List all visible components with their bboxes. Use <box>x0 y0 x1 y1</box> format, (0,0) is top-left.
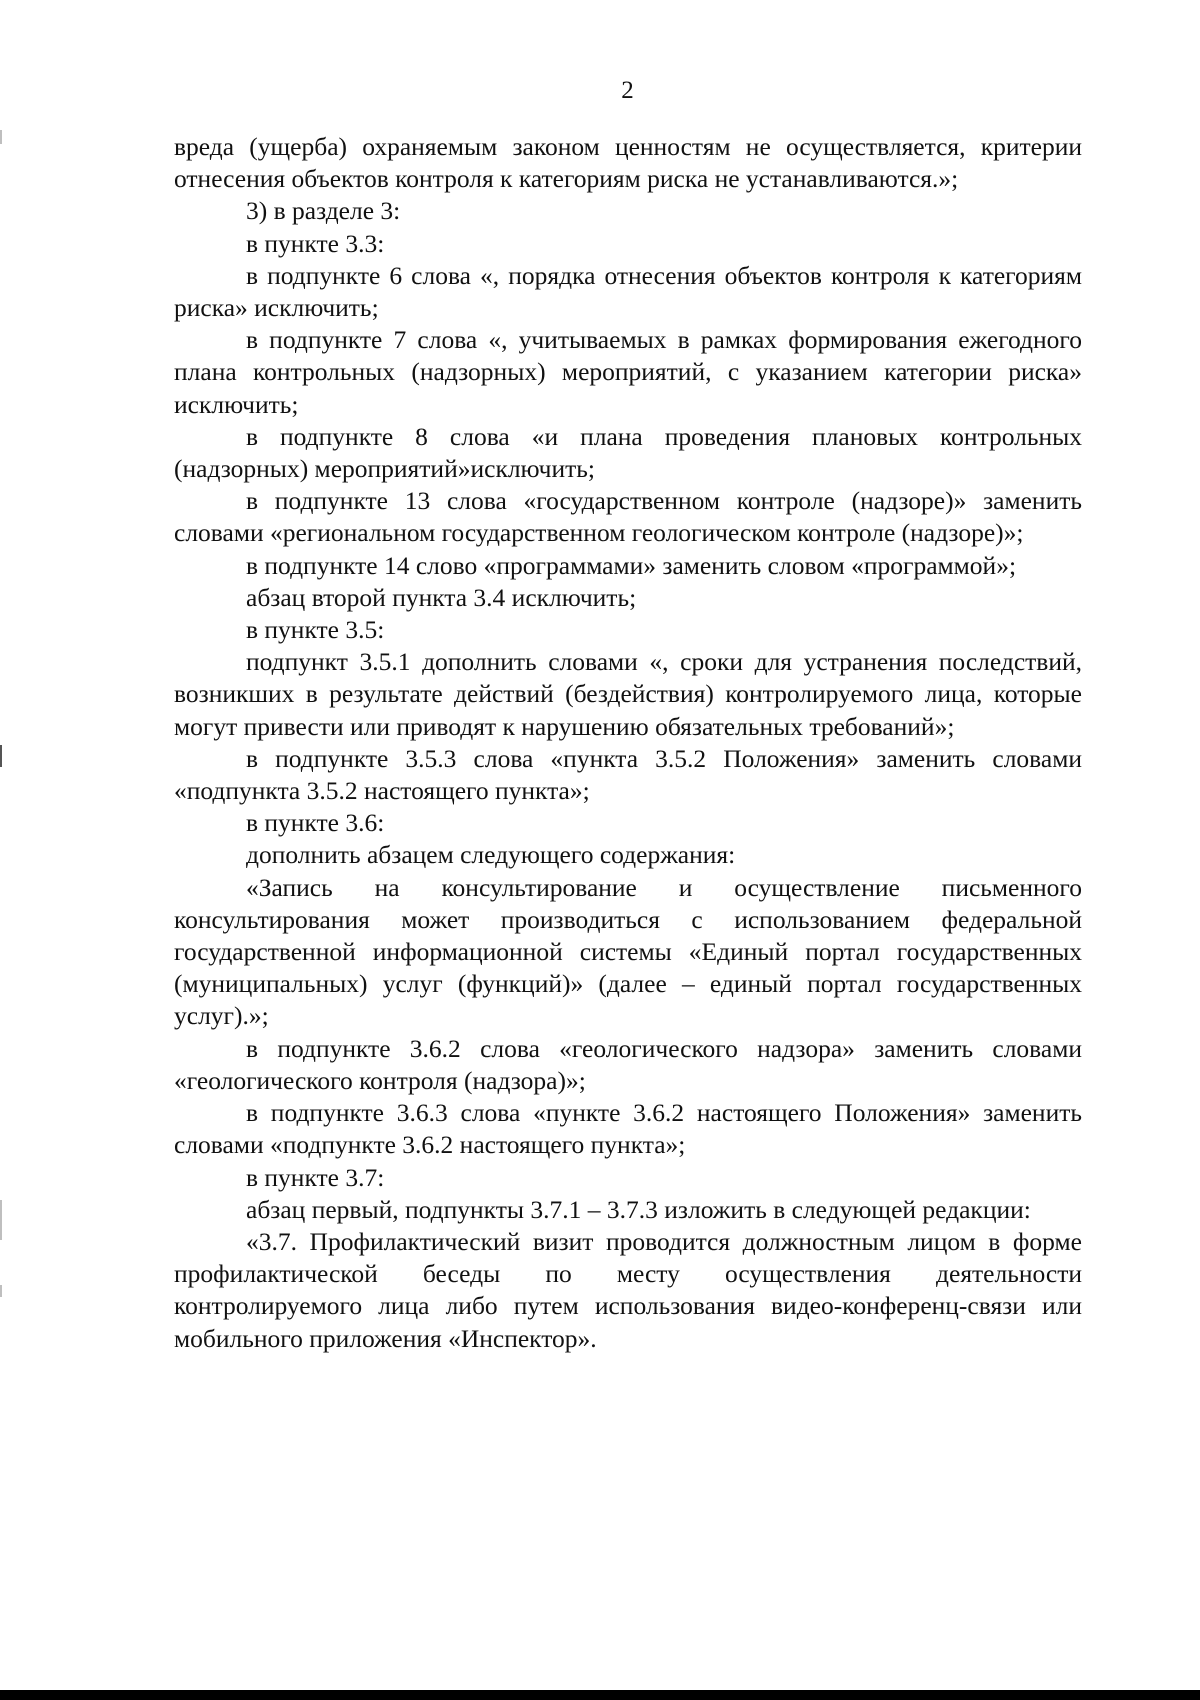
paragraph: в подпункте 7 слова «, учитываемых в рамках формирования ежегодного плана контрольных (надзорных) мероприятий, с указанием категории риска» исключить; <box>174 325 1082 419</box>
paragraph: в подпункте 3.6.3 слова «пункте 3.6.2 настоящего Положения» заменить словами «подпункте 3.6.2 настоящего пункта»; <box>174 1098 1082 1160</box>
paragraph: подпункт 3.5.1 дополнить словами «, сроки для устранения последствий, возникших в результате действий (бездействия) контролируемого лица, которые могут привести или приводят к нарушению обязательных требований»; <box>174 647 1082 741</box>
paragraph: в подпункте 8 слова «и плана проведения плановых контрольных (надзорных) мероприятий»исключить; <box>174 421 1082 484</box>
scan-edge-mark <box>0 1200 2 1240</box>
scan-edge-mark <box>0 1285 2 1297</box>
paragraph: абзац второй пункта 3.4 исключить; <box>246 582 637 612</box>
paragraph: в подпункте 6 слова «, порядка отнесения объектов контроля к категориям риска» исключить; <box>174 260 1082 323</box>
paragraph: «3.7. Профилактический визит проводится должностным лицом в форме профилактической беседы по месту осуществления деятельности контролируемого лица либо путем использования видео-конференц-связи или мобильного приложения «Инспектор». <box>174 1226 1082 1353</box>
scan-bottom-border <box>0 1690 1200 1700</box>
paragraph: в пункте 3.7: <box>246 1162 385 1192</box>
paragraph: абзац первый, подпункты 3.7.1 – 3.7.3 изложить в следующей редакции: <box>246 1194 1031 1224</box>
paragraph: дополнить абзацем следующего содержания: <box>246 840 736 870</box>
paragraph: «Запись на консультирование и осуществление письменного консультирования может производиться с использованием федеральной государственной информационной системы «Единый портал государственных (муниципальных) услуг (функций)» (далее – единый портал государственных услуг).»; <box>174 872 1082 1031</box>
paragraph: в подпункте 13 слова «государственном контроле (надзоре)» заменить словами «региональном государственном геологическом контроле (надзоре)»; <box>174 486 1082 548</box>
paragraph: в подпункте 3.5.3 слова «пункта 3.5.2 Положения» заменить словами «подпункта 3.5.2 настоящего пункта»; <box>174 743 1082 806</box>
paragraph: в подпункте 14 слово «программами» заменить словом «программой»; <box>246 550 1017 580</box>
scan-edge-mark <box>0 130 2 144</box>
paragraph: в подпункте 3.6.2 слова «геологического надзора» заменить словами «геологического контроля (надзора)»; <box>174 1033 1082 1095</box>
document-body <box>174 131 1082 1355</box>
page-number: 2 <box>621 77 634 104</box>
paragraph: вреда (ущерба) охраняемым законом ценностям не осуществляется, критерии отнесения объектов контроля к категориям риска не устанавливаются.»; <box>174 132 1082 194</box>
paragraph: в пункте 3.5: <box>246 615 385 645</box>
paragraph: в пункте 3.6: <box>246 808 385 838</box>
paragraph: в пункте 3.3: <box>246 228 385 258</box>
scan-edge-mark <box>0 745 2 767</box>
paragraph: 3) в разделе 3: <box>246 196 401 226</box>
